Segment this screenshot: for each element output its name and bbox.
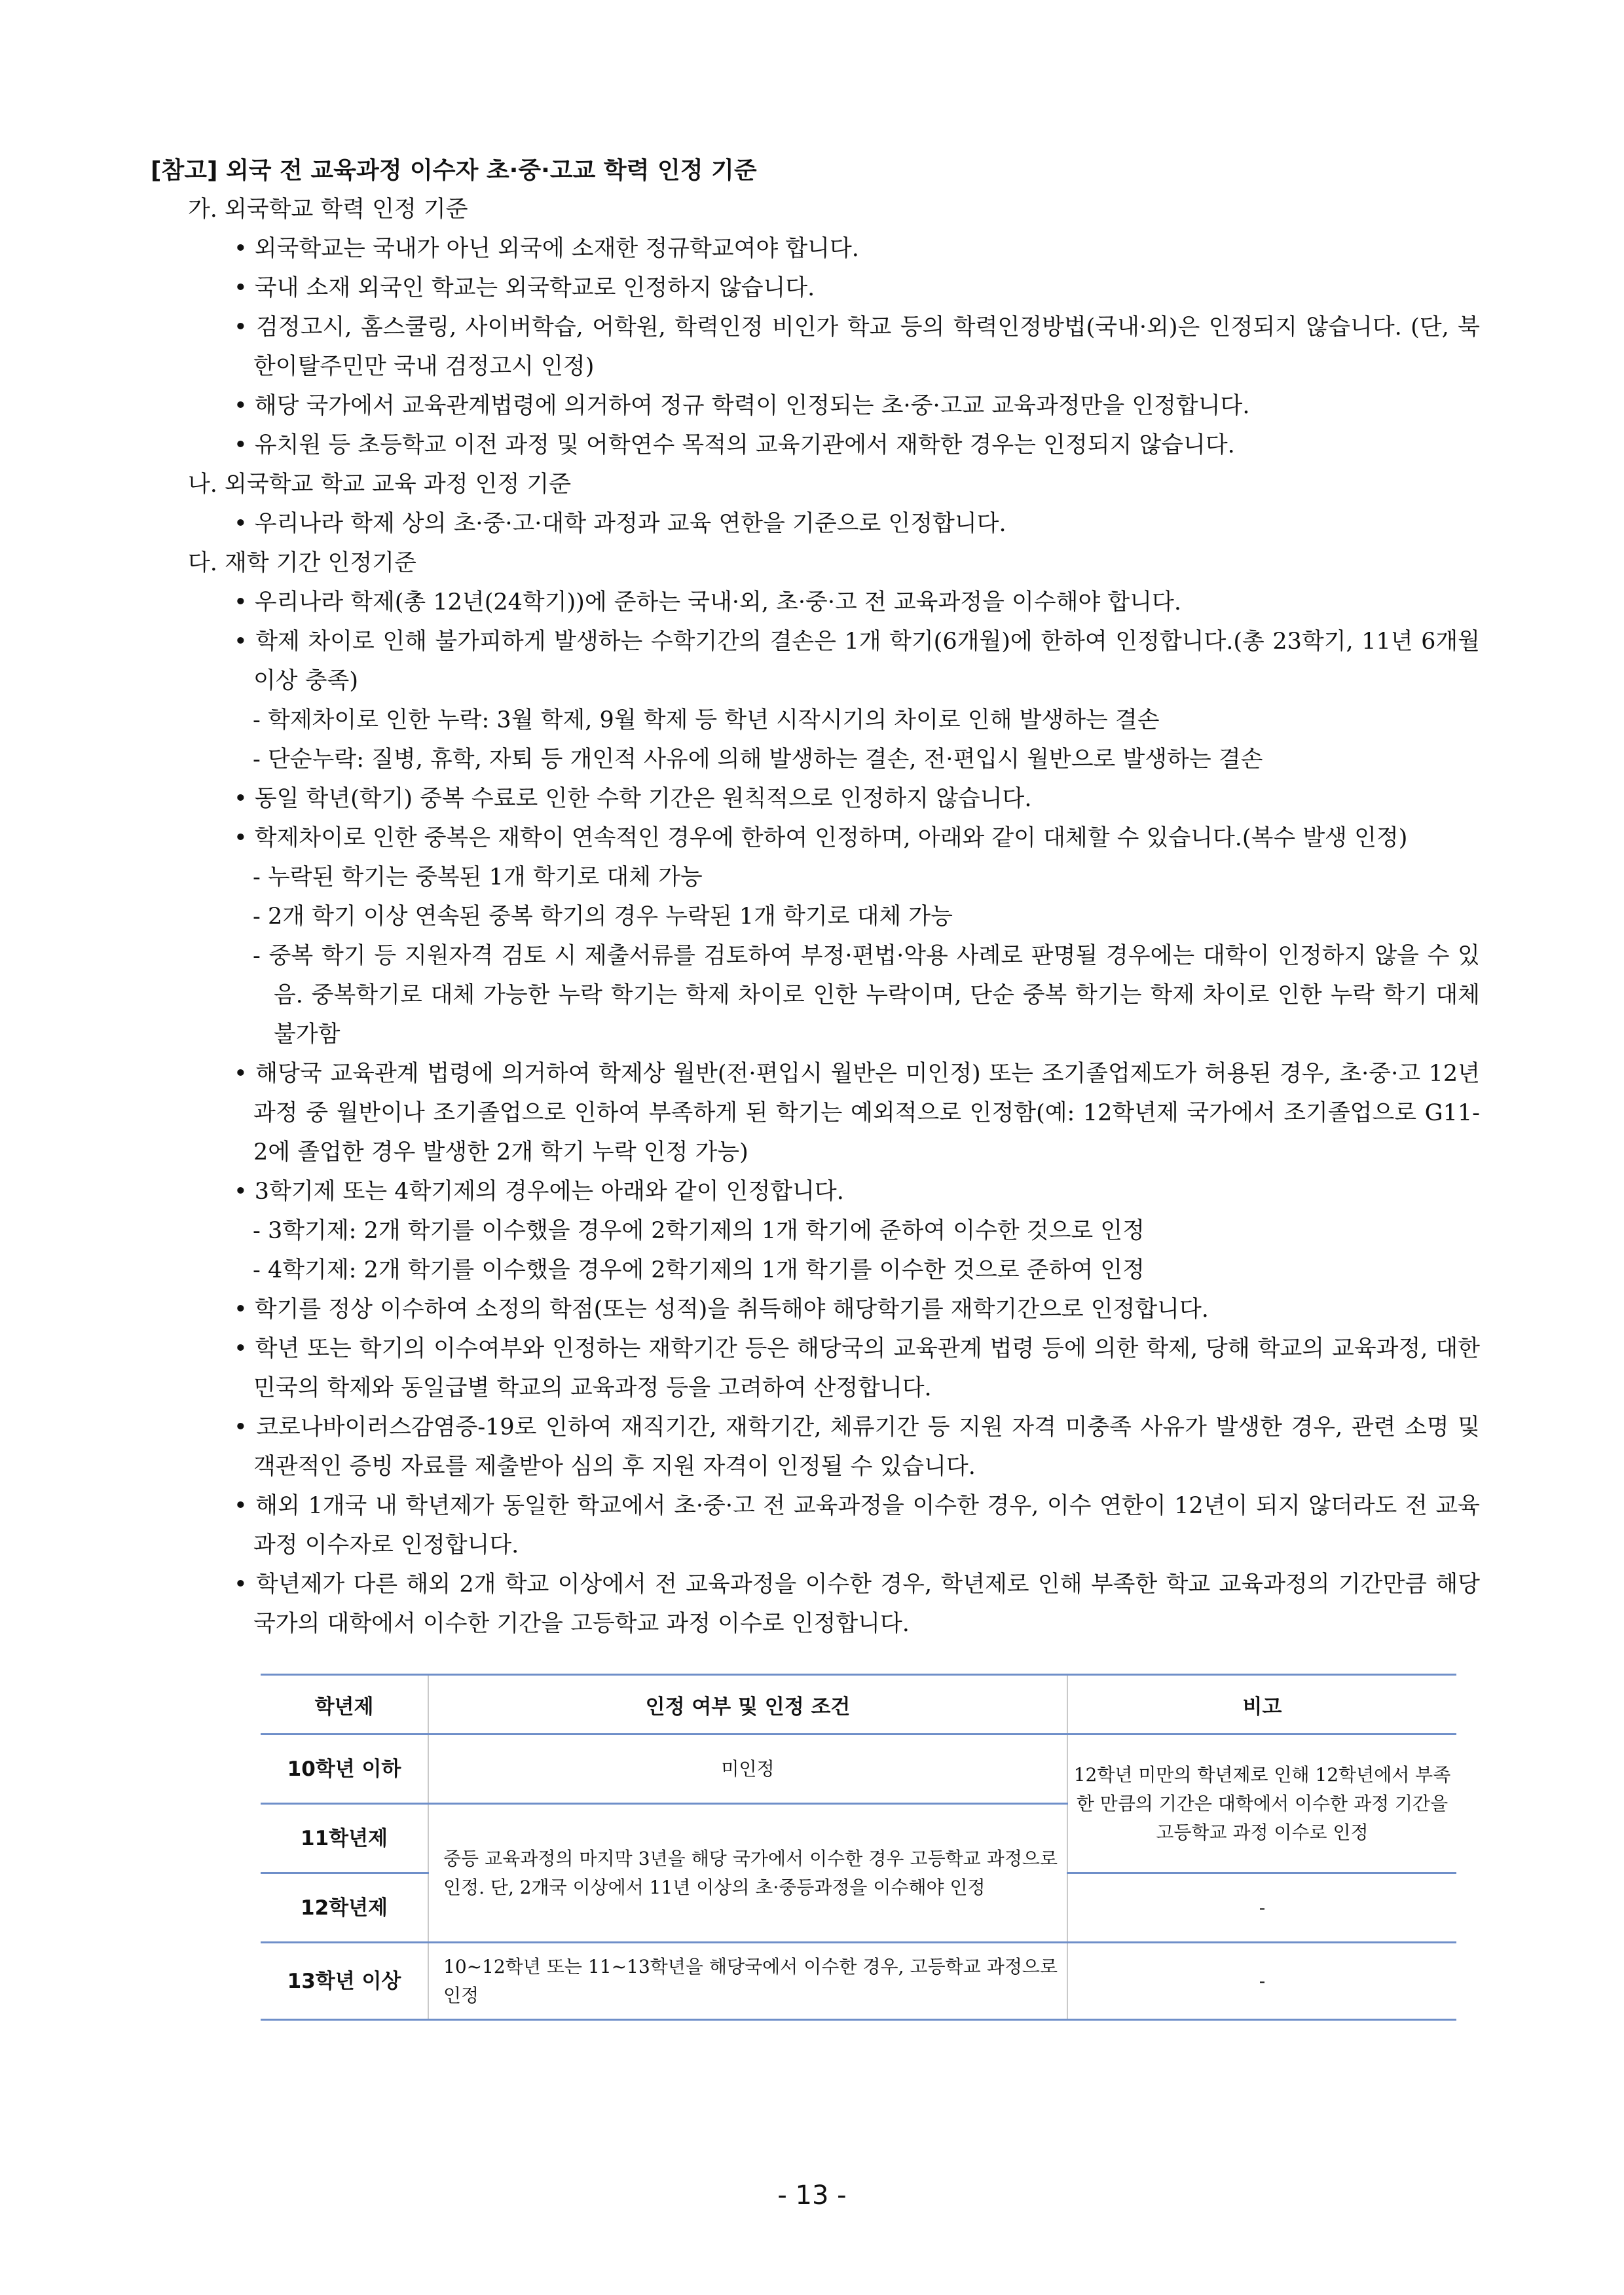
table-header-row [261, 1675, 1456, 1735]
bullet-item: • 학년 또는 학기의 이수여부와 인정하는 재학기간 등은 해당국의 교육관계 법령 등에 의한 학제, 당해 학교의 교육과정, 대한민국의 학제와 동일급별 학교의 교육과정 등을 고려하여 산정합니다. [234, 1336, 1480, 1401]
dash-item: - 누락된 학기는 중복된 1개 학기로 대체 가능 [253, 864, 703, 890]
dash-item: - 중복 학기 등 지원자격 검토 시 제출서류를 검토하여 부정·편법·악용 사례로 판명될 경우에는 대학이 인정하지 않을 수 있음. 중복학기로 대체 가능한 누락 학기는 학제 차이로 인한 누락이며, 단순 중복 학기는 학제 차이로 인한 누락 학기 대체 불가함 [253, 943, 1480, 1048]
condition-cell: 중등 교육과정의 마지막 3년을 해당 국가에서 이수한 경우 고등학교 과정으로 인정. 단, 2개국 이상에서 11년 이상의 초·중등과정을 이수해야 인정 [428, 1804, 1067, 1943]
section-heading-da: 다. 재학 기간 인정기준 [188, 550, 416, 576]
bullet-item: • 외국학교는 국내가 아닌 외국에 소재한 정규학교여야 합니다. [234, 236, 859, 262]
condition-cell: 10~12학년 또는 11~13학년을 해당국에서 이수한 경우, 고등학교 과정으로 인정 [428, 1943, 1067, 2020]
grade-cell: 12학년제 [261, 1873, 428, 1943]
bullet-item: • 검정고시, 홈스쿨링, 사이버학습, 어학원, 학력인정 비인가 학교 등의 학력인정방법(국내·외)은 인정되지 않습니다. (단, 북한이탈주민만 국내 검정고시 인정) [234, 314, 1480, 380]
bullet-item: • 학년제가 다른 해외 2개 학교 이상에서 전 교육과정을 이수한 경우, 학년제로 인해 부족한 학교 교육과정의 기간만큼 해당 국가의 대학에서 이수한 기간을 고등학교 과정 이수로 인정합니다. [234, 1571, 1480, 1637]
header-cell-grade-system: 학년제 [261, 1675, 428, 1735]
section-heading-ga: 가. 외국학교 학력 인정 기준 [188, 196, 468, 223]
page-title: [참고] 외국 전 교육과정 이수자 초·중·고교 학력 인정 기준 [151, 157, 757, 184]
bullet-item: • 학기를 정상 이수하여 소정의 학점(또는 성적)을 취득해야 해당학기를 재학기간으로 인정합니다. [234, 1296, 1209, 1323]
dash-item: - 학제차이로 인한 누락: 3월 학제, 9월 학제 등 학년 시작시기의 차이로 인해 발생하는 결손 [253, 707, 1160, 733]
document-body [151, 152, 1480, 1643]
dash-item: - 단순누락: 질병, 휴학, 자퇴 등 개인적 사유에 의해 발생하는 결손, 전·편입시 월반으로 발생하는 결손 [253, 746, 1263, 773]
bullet-item: • 우리나라 학제 상의 초·중·고·대학 과정과 교육 연한을 기준으로 인정합니다. [234, 511, 1006, 537]
bullet-item: • 해당국 교육관계 법령에 의거하여 학제상 월반(전·편입시 월반은 미인정) 또는 조기졸업제도가 허용된 경우, 초·중·고 12년 과정 중 월반이나 조기졸업으로 인하여 부족하게 된 학기는 예외적으로 인정함(예: 12학년제 국가에서 조기졸업으로 G11-2에 졸업한 경우 발생한 2개 학기 누락 인정 가능) [234, 1061, 1480, 1166]
dash-item: - 3학기제: 2개 학기를 이수했을 경우에 2학기제의 1개 학기에 준하여 이수한 것으로 인정 [253, 1218, 1145, 1244]
bullet-item: • 코로나바이러스감염증-19로 인하여 재직기간, 재학기간, 체류기간 등 지원 자격 미충족 사유가 발생한 경우, 관련 소명 및 객관적인 증빙 자료를 제출받아 심의 후 지원 자격이 인정될 수 있습니다. [234, 1414, 1480, 1480]
bullet-item: • 3학기제 또는 4학기제의 경우에는 아래와 같이 인정합니다. [234, 1179, 844, 1205]
bullet-item: • 학제 차이로 인해 불가피하게 발생하는 수학기간의 결손은 1개 학기(6개월)에 한하여 인정합니다.(총 23학기, 11년 6개월 이상 충족) [234, 629, 1480, 694]
note-cell: - [1067, 1943, 1456, 2020]
bullet-item: • 유치원 등 초등학교 이전 과정 및 어학연수 목적의 교육기관에서 재학한 경우는 인정되지 않습니다. [234, 432, 1235, 458]
bullet-item: • 해당 국가에서 교육관계법령에 의거하여 정규 학력이 인정되는 초·중·고교 교육과정만을 인정합니다. [234, 393, 1250, 419]
grade-cell: 11학년제 [261, 1804, 428, 1873]
bullet-item: • 동일 학년(학기) 중복 수료로 인한 수학 기간은 원칙적으로 인정하지 않습니다. [234, 786, 1032, 812]
dash-item: - 2개 학기 이상 연속된 중복 학기의 경우 누락된 1개 학기로 대체 가능 [253, 904, 953, 930]
bullet-item: • 우리나라 학제(총 12년(24학기))에 준하는 국내·외, 초·중·고 전 교육과정을 이수해야 합니다. [234, 589, 1181, 615]
note-cell: 12학년 미만의 학년제로 인해 12학년에서 부족한 만큼의 기간은 대학에서 이수한 과정 기간을 고등학교 과정 이수로 인정 [1067, 1735, 1456, 1873]
grade-cell: 10학년 이하 [261, 1735, 428, 1804]
dash-item: - 4학기제: 2개 학기를 이수했을 경우에 2학기제의 1개 학기를 이수한 것으로 준하여 인정 [253, 1257, 1145, 1283]
grade-system-table-wrapper [261, 1674, 1456, 2021]
section-heading-na: 나. 외국학교 학교 교육 과정 인정 기준 [188, 471, 572, 498]
condition-cell: 미인정 [428, 1735, 1067, 1804]
bullet-item: • 국내 소재 외국인 학교는 외국학교로 인정하지 않습니다. [234, 275, 815, 301]
note-cell: - [1067, 1873, 1456, 1943]
table-row [261, 1943, 1456, 2020]
header-cell-condition: 인정 여부 및 인정 조건 [428, 1675, 1067, 1735]
header-cell-note: 비고 [1067, 1675, 1456, 1735]
grade-cell: 13학년 이상 [261, 1943, 428, 2020]
table-row [261, 1735, 1456, 1804]
bullet-item: • 해외 1개국 내 학년제가 동일한 학교에서 초·중·고 전 교육과정을 이수한 경우, 이수 연한이 12년이 되지 않더라도 전 교육과정 이수자로 인정합니다. [234, 1493, 1480, 1558]
grade-system-table [261, 1674, 1456, 2021]
page-number: - 13 - [777, 2180, 847, 2211]
bullet-item: • 학제차이로 인한 중복은 재학이 연속적인 경우에 한하여 인정하며, 아래와 같이 대체할 수 있습니다.(복수 발생 인정) [234, 825, 1408, 851]
